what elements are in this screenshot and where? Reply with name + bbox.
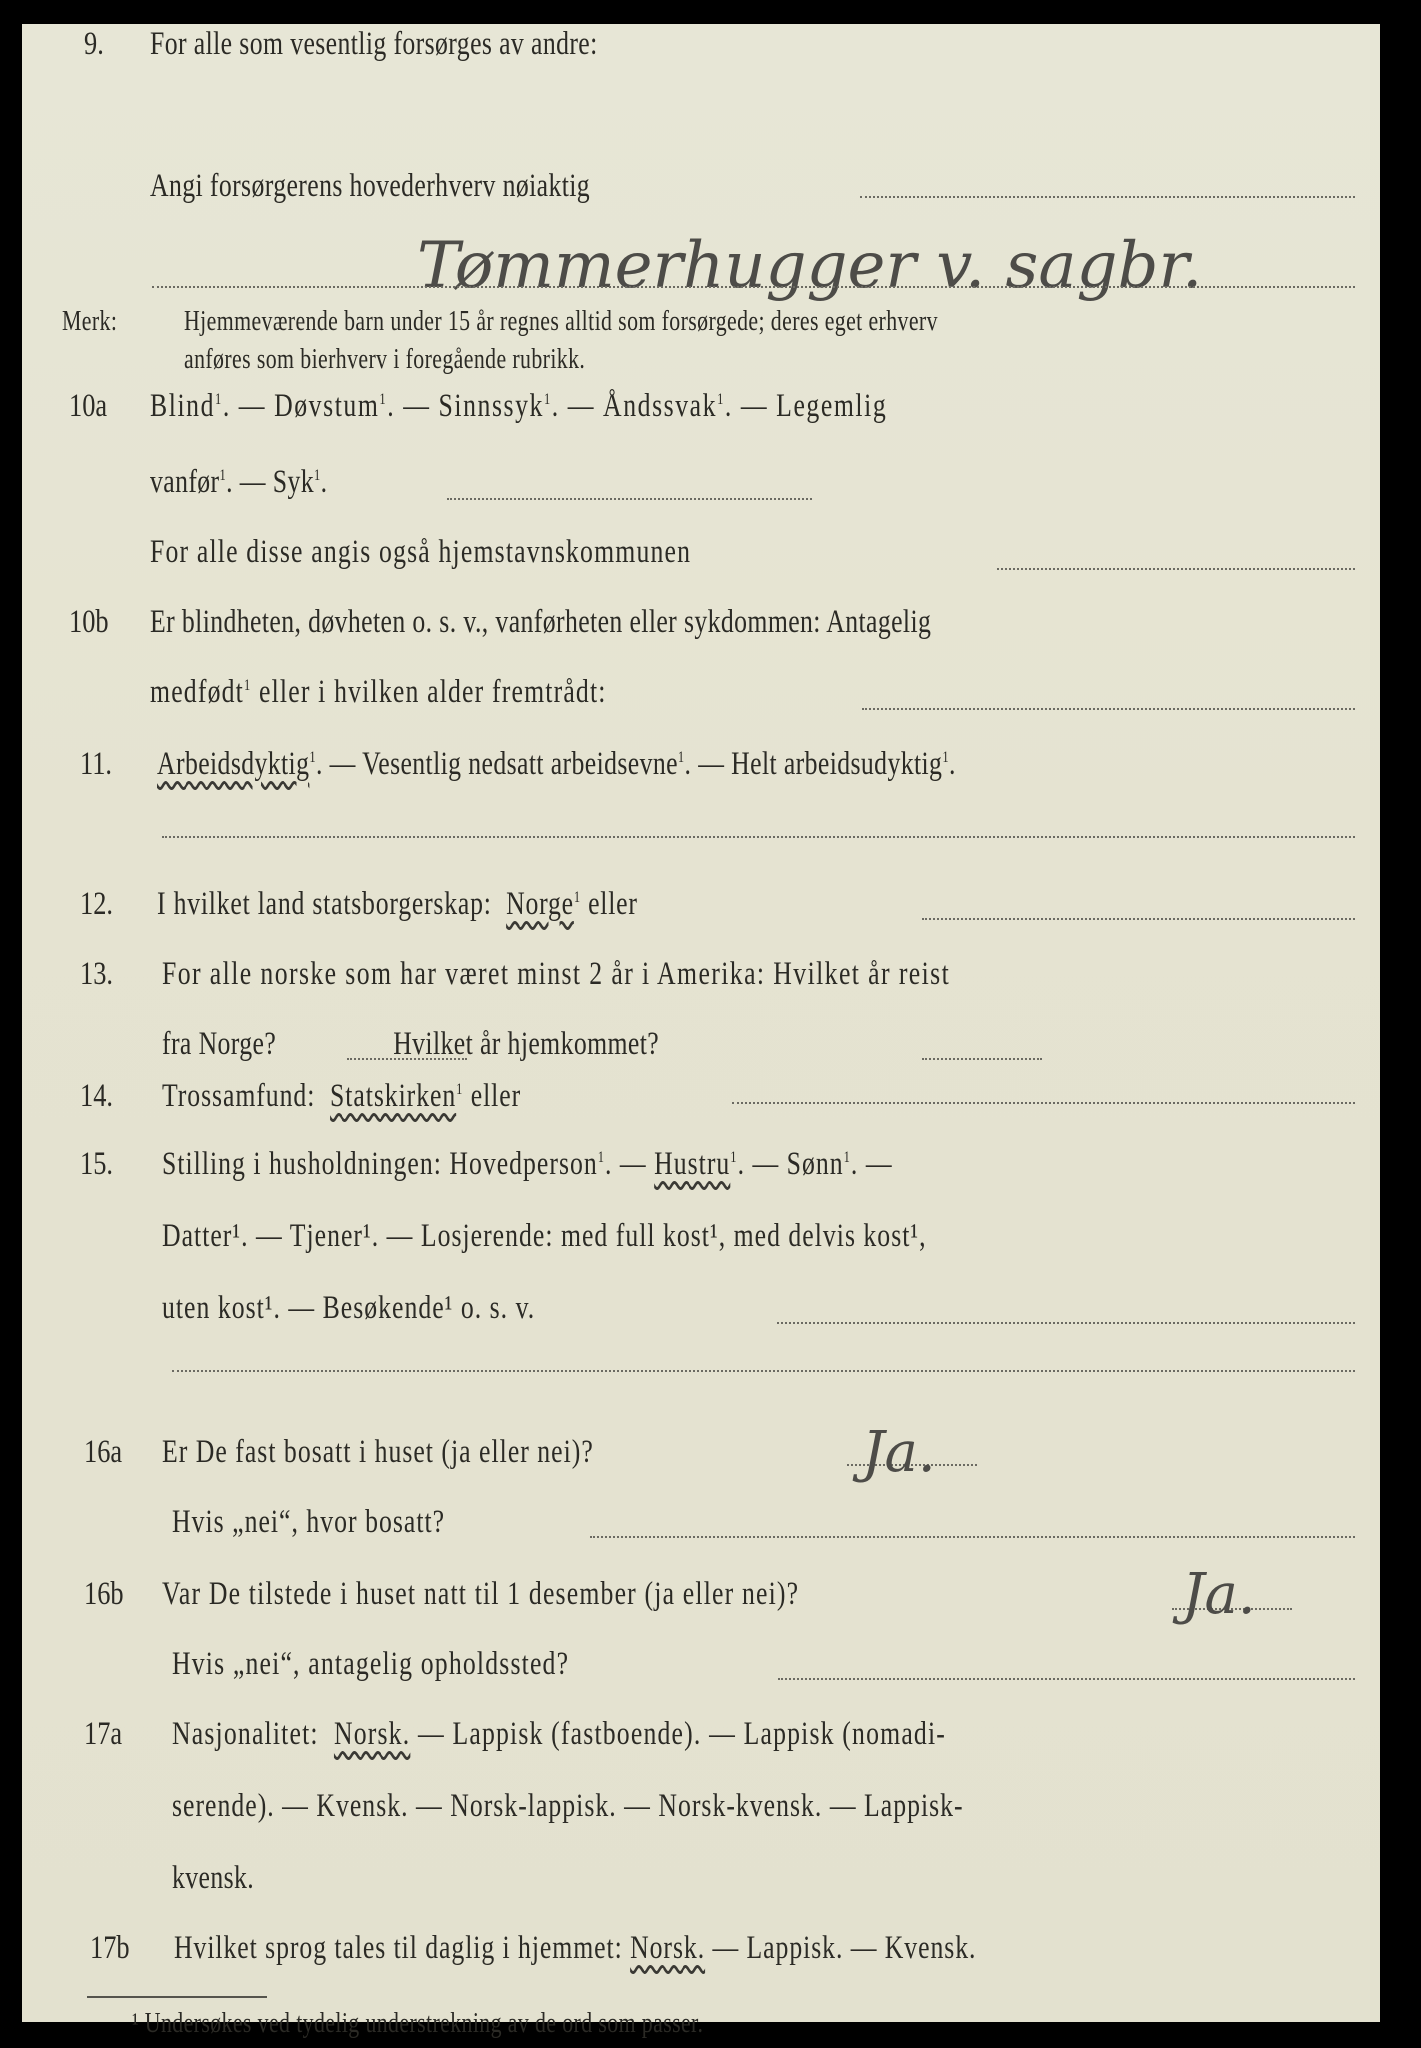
q15-selected-hustru[interactable]: Hustru <box>654 1146 731 1182</box>
q9-number: 9. <box>84 26 104 62</box>
q9-note-line1: Hjemmeværende barn under 15 år regnes alltid som forsørgede; deres eget erhverv <box>184 306 938 337</box>
q10b-line2: medfødt$^1$ eller i hvilken alder fremtrådt: <box>150 674 607 710</box>
q16a-handwritten-answer[interactable]: Ja. <box>862 1420 936 1485</box>
q10b-line1: Er blindheten, døvheten o. s. v., vanførheten eller sykdommen: Antagelig <box>150 604 932 640</box>
q13-reist-dotted-line <box>347 1058 467 1060</box>
q16b-opholdssted-dotted-line <box>778 1678 1355 1680</box>
q10a-line3: For alle disse angis også hjemstavnskommunen <box>150 534 692 570</box>
q17b-selected-norsk[interactable]: Norsk. <box>630 1930 706 1966</box>
q14-selected-statskirken[interactable]: Statskirken <box>330 1078 457 1114</box>
q12-dotted-line <box>922 918 1355 920</box>
q11-number: 11. <box>80 746 113 782</box>
q9-line1: For alle som vesentlig forsørges av andre: <box>150 26 598 62</box>
q14-line: Trossamfund: Statskirken$^1$ eller <box>162 1078 522 1114</box>
q15-line3: uten kost¹. — Besøkende¹ o. s. v. <box>162 1290 536 1326</box>
q16b-number: 16b <box>84 1576 124 1612</box>
q9-answer-line2 <box>152 286 1355 288</box>
q10b-dotted-line <box>862 708 1355 710</box>
q16b-line2: Hvis „nei“, antagelig opholdssted? <box>172 1646 570 1682</box>
q15-line1: Stilling i husholdningen: Hovedperson$^1$. — Hustru$^1$. — Sønn$^1$. — <box>162 1146 893 1182</box>
q13-line2: fra Norge? Hvilket år hjemkommet? <box>162 1026 660 1062</box>
q17a-selected-norsk[interactable]: Norsk. <box>333 1716 411 1752</box>
q10a-line2: vanfør$^1$. — Syk$^1$. <box>150 464 328 500</box>
footnote-rule <box>87 1996 267 1998</box>
q11-dotted-line <box>162 836 1355 838</box>
q16a-line1: Er De fast bosatt i huset (ja eller nei)? <box>162 1434 594 1470</box>
q17a-line1: Nasjonalitet: Norsk. — Lappisk (fastboende). — Lappisk (nomadi- <box>172 1716 947 1752</box>
q17a-line2: serende). — Kvensk. — Norsk-lappisk. — Norsk-kvensk. — Lappisk- <box>172 1788 964 1824</box>
q15-number: 15. <box>80 1146 113 1182</box>
q15-dotted-line2 <box>172 1370 1355 1372</box>
q16b-line1: Var De tilstede i huset natt til 1 desember (ja eller nei)? <box>162 1576 800 1612</box>
q11-line: Arbeidsdyktig$^1$. — Vesentlig nedsatt arbeidsevne$^1$. — Helt arbeidsudyktig$^1$. <box>157 746 956 782</box>
q17b-line: Hvilket sprog tales til daglig i hjemmet: Norsk. — Lappisk. — Kvensk. <box>174 1930 977 1966</box>
q10a-syk-dotted-line <box>447 498 812 500</box>
q17a-line3: kvensk. <box>172 1860 255 1896</box>
footnote-text-cropped: ¹ Undersøkes ved tydelig understrekning av de ord som passer. <box>132 2008 704 2039</box>
q16a-number: 16a <box>84 1434 123 1470</box>
q16a-bosatt-dotted-line <box>590 1536 1355 1538</box>
q17a-number: 17a <box>84 1716 123 1752</box>
q16a-line2: Hvis „nei“, hvor bosatt? <box>172 1504 446 1540</box>
q12-selected-norge[interactable]: Norge <box>506 886 574 922</box>
census-form-page <box>22 24 1380 2039</box>
q13-line1: For alle norske som har været minst 2 år i Amerika: Hvilket år reist <box>162 956 951 992</box>
q10a-line1: Blind$^1$. — Døvstum$^1$. — Sinnssyk$^1$. — Åndssvak$^1$. — Legemlig <box>150 388 888 424</box>
q9-line2: Angi forsørgerens hovederhverv nøiaktig <box>150 168 591 204</box>
q15-dotted-line <box>777 1322 1355 1324</box>
q13-number: 13. <box>80 956 113 992</box>
q10a-hjemstavn-dotted-line <box>997 568 1355 570</box>
q14-number: 14. <box>80 1078 113 1114</box>
q14-dotted-line <box>732 1102 1355 1104</box>
q9-handwritten-answer[interactable]: Tømmerhugger v. sagbr. <box>417 229 1203 303</box>
q17b-number: 17b <box>90 1930 130 1966</box>
q15-line2: Datter¹. — Tjener¹. — Losjerende: med full kost¹, med delvis kost¹, <box>162 1218 927 1254</box>
q12-line: I hvilket land statsborgerskap: Norge$^1$ eller <box>157 886 638 922</box>
q9-answer-dotted-line <box>860 196 1355 198</box>
q12-number: 12. <box>80 886 113 922</box>
q9-note-label: Merk: <box>62 306 118 337</box>
q11-selected-arbeidsdyktig[interactable]: Arbeidsdyktig <box>157 746 310 782</box>
q13-hjemkommet-dotted-line <box>922 1058 1042 1060</box>
q16b-handwritten-answer[interactable]: Ja. <box>1182 1562 1256 1627</box>
q9-note-line2: anføres som bierhverv i foregående rubrikk. <box>184 344 586 375</box>
q10b-number: 10b <box>69 604 109 640</box>
q10a-number: 10a <box>69 388 108 424</box>
